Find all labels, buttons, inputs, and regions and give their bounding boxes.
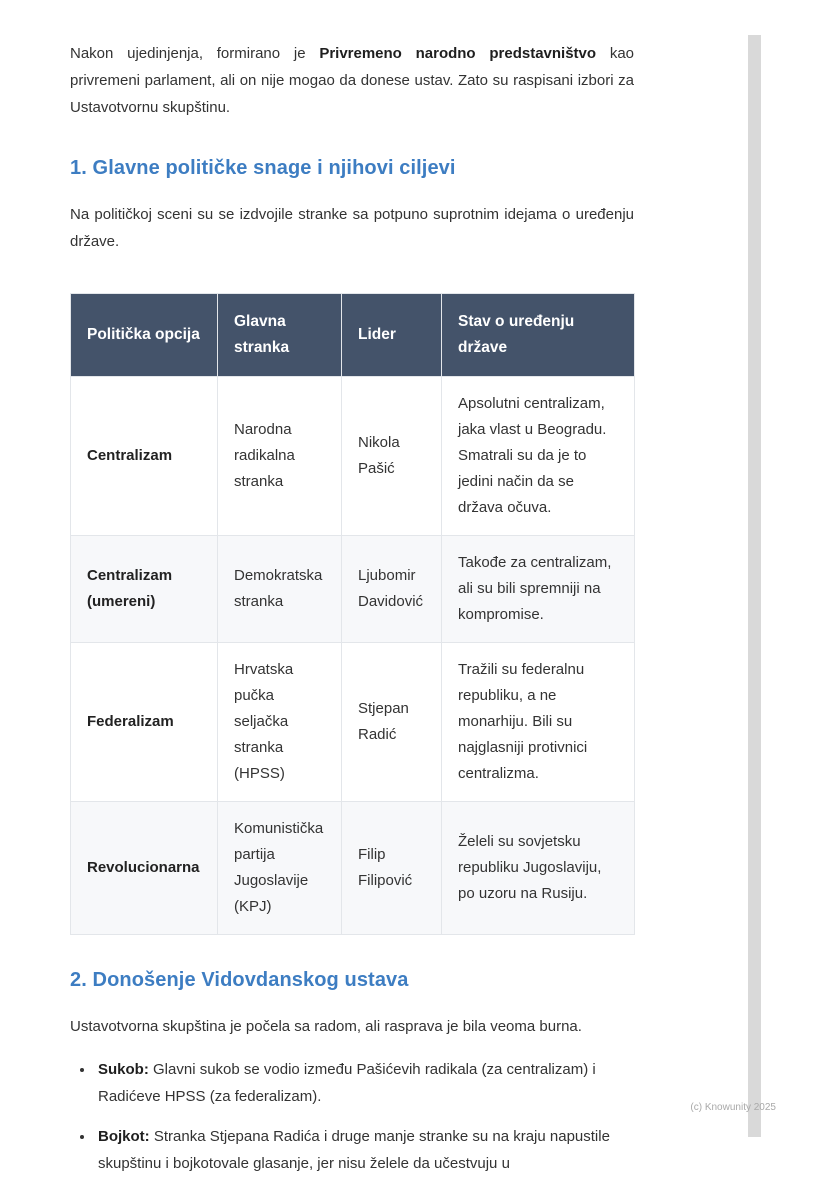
table-row [71,536,635,643]
table-cell: Centralizam (umereni) [71,536,218,643]
table-cell: Ljubomir Davidović [342,536,442,643]
bullet-label: Bojkot: [98,1128,150,1145]
table-header-cell: Politička opcija [71,294,218,377]
table-header-row [71,294,635,377]
section-1-paragraph: Na političkoj sceni su se izdvojile stranke sa potpuno suprotnim idejama o uređenju države. [70,206,634,250]
list-item [95,1123,634,1177]
table-header-cell: Glavna stranka [218,294,342,377]
table-cell: Narodna radikalna stranka [218,377,342,536]
table-cell: Filip Filipović [342,802,442,935]
section-2-paragraph: Ustavotvorna skupština je počela sa radom, ali rasprava je bila veoma burna. [70,1018,582,1035]
table-cell: Želeli su sovjetsku republiku Jugoslaviju, po uzoru na Rusiju. [442,802,635,935]
table-row [71,377,635,536]
intro-text-post: kao privremeni parlament, ali on nije mogao da donese ustav. Zato su raspisani izbori za Ustavotvornu skupštinu. [70,45,635,116]
scrollbar[interactable] [748,35,761,1137]
intro-text-pre: Nakon ujedinjenja, formirano je [70,45,320,62]
table-row [71,643,635,802]
bullet-text: Glavni sukob se vodio između Pašićevih radikala (za centralizam) i Radićeve HPSS (za federalizam). [98,1061,596,1105]
section-1-heading: 1. Glavne političke snage i njihovi ciljevi [70,157,456,179]
copyright-watermark: (c) Knowunity 2025 [690,1102,776,1113]
bullet-text: Stranka Stjepana Radića i druge manje stranke su na kraju napustile skupštinu i bojkotovale glasanje, jer nisu želele da učestvuju u [98,1128,610,1172]
table-cell: Apsolutni centralizam, jaka vlast u Beogradu. Smatrali su da je to jedini način da se država očuva. [442,377,635,536]
table-header-cell: Stav o uređenju države [442,294,635,377]
document-content [70,40,634,1190]
table-cell: Federalizam [71,643,218,802]
table-cell: Nikola Pašić [342,377,442,536]
bullet-label: Sukob: [98,1061,149,1078]
section-2-heading: 2. Donošenje Vidovdanskog ustava [70,969,409,991]
list-item [95,1056,634,1110]
table-header-cell: Lider [342,294,442,377]
intro-text-bold: Privremeno narodno predstavništvo [319,45,597,62]
table-cell: Stjepan Radić [342,643,442,802]
table-cell: Takođe za centralizam, ali su bili spremniji na kompromise. [442,536,635,643]
intro-paragraph [70,40,634,121]
table-cell: Tražili su federalnu republiku, a ne monarhiju. Bili su najglasniji protivnici centralizma. [442,643,635,802]
table-cell: Demokratska stranka [218,536,342,643]
political-forces-table [70,293,635,935]
table-cell: Centralizam [71,377,218,536]
table-row [71,802,635,935]
table-cell: Hrvatska pučka seljačka stranka (HPSS) [218,643,342,802]
bullet-list [70,1056,634,1177]
table-cell: Revolucionarna [71,802,218,935]
table-cell: Komunistička partija Jugoslavije (KPJ) [218,802,342,935]
